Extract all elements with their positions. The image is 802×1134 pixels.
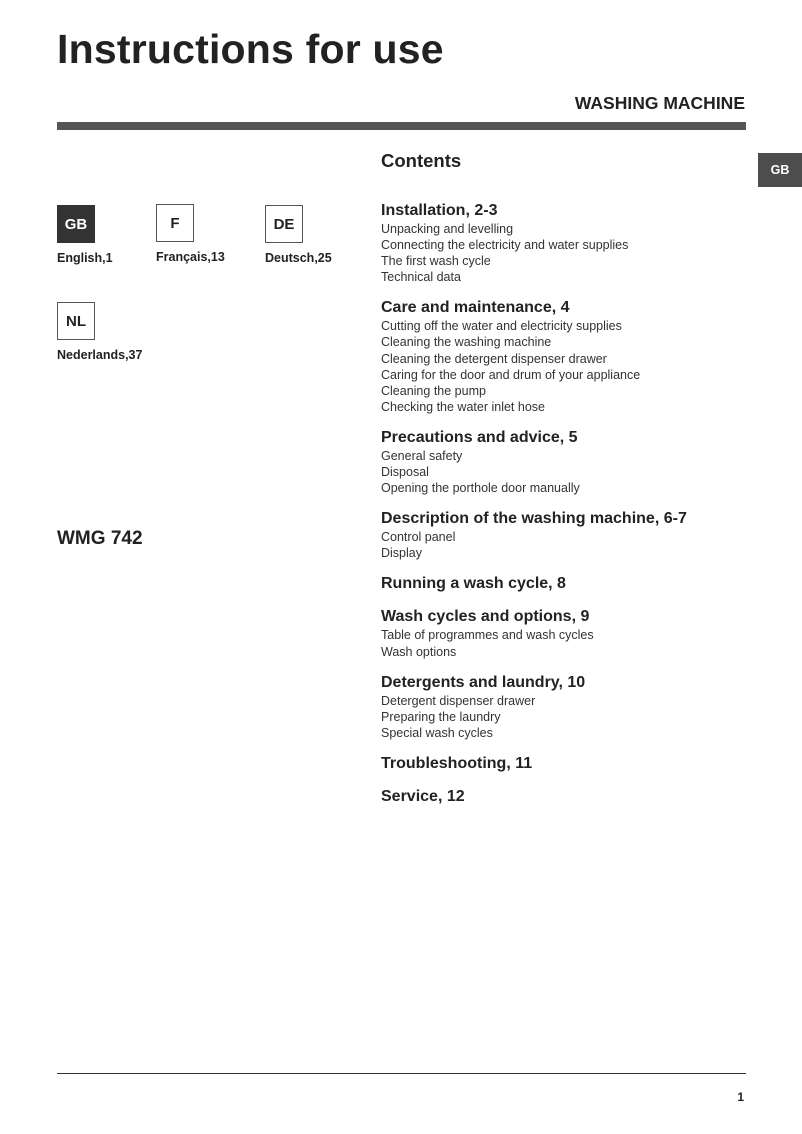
toc-section-title[interactable]: Service, 12 [381,787,465,805]
toc-item[interactable]: Checking the water inlet hose [381,399,545,414]
toc-item[interactable]: Cutting off the water and electricity supplies [381,319,622,334]
toc-item[interactable]: The first wash cycle [381,254,491,269]
toc-section [381,754,741,774]
toc-item-list [381,448,741,496]
toc-section [381,607,741,659]
toc-item[interactable]: Table of programmes and wash cycles [381,628,594,643]
language-code-box[interactable]: NL [57,302,95,340]
page-title: Instructions for use [57,26,444,72]
contents-heading: Contents [381,150,462,171]
model-number: WMG 742 [57,528,143,549]
toc-section-title[interactable]: Description of the washing machine, 6-7 [381,510,687,528]
language-label: Français,13 [156,250,225,264]
toc-item[interactable]: General safety [381,448,463,463]
toc-section-title[interactable]: Care and maintenance, 4 [381,299,570,317]
toc-item[interactable]: Wash options [381,644,457,659]
toc-section [381,201,741,285]
footer-divider [57,1073,746,1074]
toc-item-list [381,318,741,415]
product-type: WASHING MACHINE [574,93,745,113]
toc-item-list [381,221,741,285]
toc-item[interactable]: Opening the porthole door manually [381,481,580,496]
language-code-box[interactable]: F [156,204,194,242]
toc-section-title[interactable]: Running a wash cycle, 8 [381,575,566,593]
language-code-box[interactable]: DE [265,205,303,243]
toc-item-list [381,529,741,561]
toc-item[interactable]: Cleaning the washing machine [381,335,552,350]
language-option-gb[interactable] [57,205,167,265]
toc-item[interactable]: Unpacking and levelling [381,222,514,236]
toc-section [381,509,741,561]
language-side-tab: GB [758,153,802,187]
toc-item[interactable]: Cleaning the pump [381,383,486,398]
toc-section-title[interactable]: Installation, 2-3 [381,202,498,219]
toc-section [381,673,741,741]
toc-section-title[interactable]: Precautions and advice, 5 [381,428,578,446]
toc-section [381,298,741,415]
language-label: Nederlands,37 [57,348,143,362]
language-option-nl[interactable] [57,302,167,362]
toc-section [381,787,741,807]
toc-item[interactable]: Technical data [381,270,461,285]
toc-item[interactable]: Display [381,546,422,561]
toc-item-list [381,693,741,741]
toc-item[interactable]: Control panel [381,530,456,545]
toc-item[interactable]: Preparing the laundry [381,709,501,724]
header-divider [57,122,746,130]
toc-item[interactable]: Special wash cycles [381,725,493,740]
toc-section-title[interactable]: Troubleshooting, 11 [381,754,533,772]
toc-item[interactable]: Cleaning the detergent dispenser drawer [381,351,607,366]
toc-item[interactable]: Detergent dispenser drawer [381,693,536,708]
language-code-box[interactable]: GB [57,205,95,243]
toc-section [381,428,741,496]
toc-item[interactable]: Disposal [381,465,429,480]
language-label: Deutsch,25 [265,251,332,265]
toc-section-title[interactable]: Wash cycles and options, 9 [381,608,590,626]
language-option-de[interactable] [265,205,375,265]
table-of-contents [381,201,741,820]
toc-item[interactable]: Caring for the door and drum of your appliance [381,367,641,382]
toc-item-list [381,627,741,659]
toc-section [381,574,741,594]
page-number: 1 [737,1090,744,1104]
language-option-f[interactable] [156,204,266,264]
toc-section-title[interactable]: Detergents and laundry, 10 [381,673,586,691]
toc-item[interactable]: Connecting the electricity and water supplies [381,238,629,253]
language-label: English,1 [57,251,113,265]
